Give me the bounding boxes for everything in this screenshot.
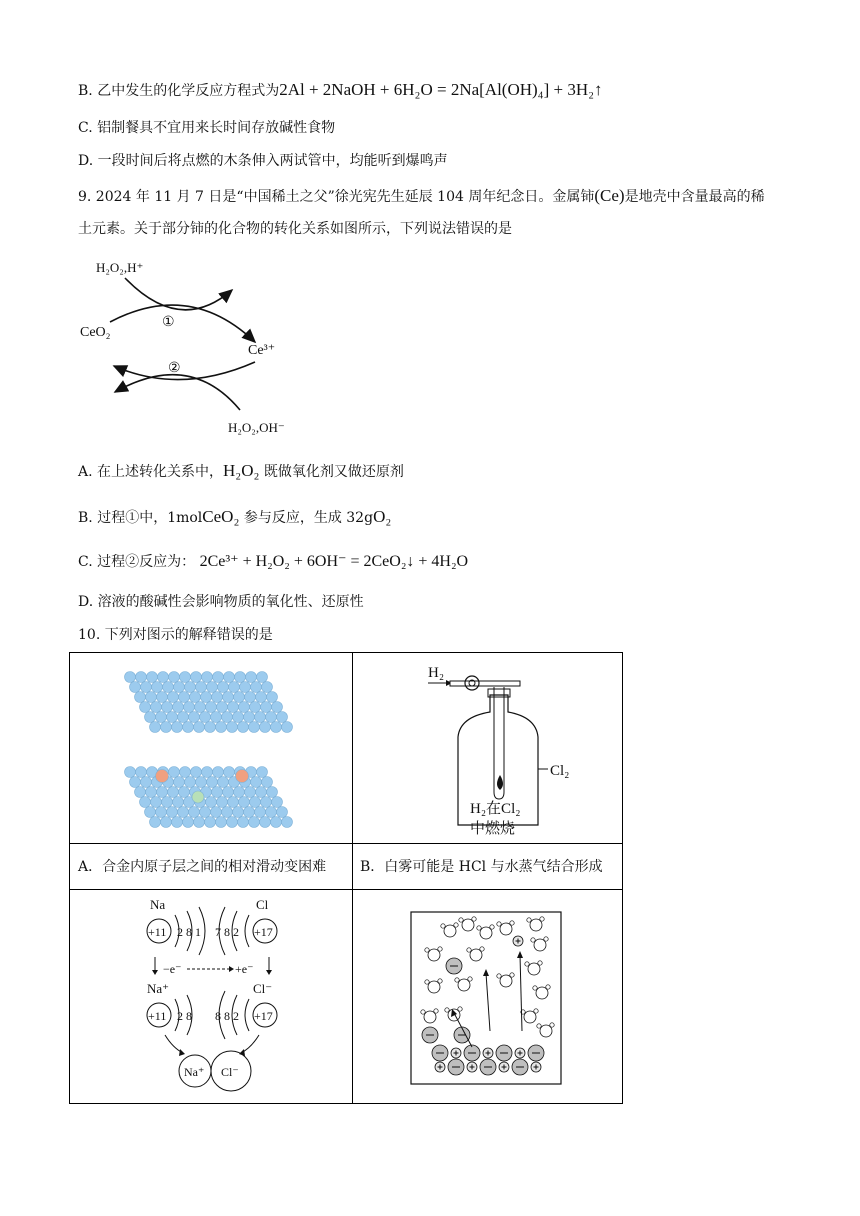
alloy-layer [125, 767, 293, 828]
atom [125, 672, 136, 683]
atom [222, 712, 233, 723]
atom [150, 722, 161, 733]
atom [192, 791, 204, 803]
atom [250, 797, 261, 808]
atom [206, 797, 217, 808]
atom [147, 672, 158, 683]
atom [267, 787, 278, 798]
atom [223, 787, 234, 798]
atom [178, 712, 189, 723]
atom [239, 702, 250, 713]
nacl-lattice [422, 936, 544, 1075]
atom [249, 722, 260, 733]
svg-text:7 8 2: 7 8 2 [215, 925, 239, 939]
atom [218, 682, 229, 693]
atom [141, 777, 152, 788]
atom [158, 672, 169, 683]
atom [262, 777, 273, 788]
atom [216, 817, 227, 828]
atom [130, 777, 141, 788]
na-symbol: Na [150, 897, 166, 912]
atom [202, 767, 213, 778]
atom [223, 692, 234, 703]
step1-label: ① [162, 315, 175, 330]
flame-icon [497, 775, 503, 790]
q8-option-c: C. 铝制餐具不宜用来长时间存放碱性食物 [78, 120, 336, 136]
atom [196, 682, 207, 693]
step2-label: ② [168, 361, 181, 376]
table-divider-2 [70, 889, 622, 890]
atom [207, 682, 218, 693]
q9-option-c-prefix: C. 过程②反应为： [78, 554, 196, 570]
q9-option-a-formula: H₂O₂ [223, 461, 260, 480]
atom [257, 767, 268, 778]
cl2-label: Cl₂ [550, 763, 570, 779]
atom [202, 672, 213, 683]
q8-option-b-prefix: B. 乙中发生的化学反应方程式为 [78, 83, 280, 99]
lose-electron-label: −e⁻ [163, 962, 182, 976]
atom [190, 692, 201, 703]
atom [206, 702, 217, 713]
q9-option-b [78, 507, 391, 528]
atom [173, 702, 184, 713]
atom [141, 682, 152, 693]
atom [238, 817, 249, 828]
q8-option-b [78, 80, 603, 101]
atom [167, 807, 178, 818]
table-divider-vertical [352, 653, 353, 1103]
atom [136, 672, 147, 683]
atom [233, 712, 244, 723]
atom [162, 797, 173, 808]
na-ion-symbol: Na⁺ [147, 981, 170, 996]
atom [228, 702, 239, 713]
atom [239, 797, 250, 808]
atom [140, 797, 151, 808]
nacl-dissolution [410, 911, 562, 1085]
atom [140, 702, 151, 713]
q9-option-a [78, 461, 404, 482]
atom [224, 672, 235, 683]
atom [151, 702, 162, 713]
atom [161, 722, 172, 733]
atom [167, 712, 178, 723]
atom [249, 817, 260, 828]
atom [277, 807, 288, 818]
atom [174, 682, 185, 693]
atom [156, 807, 167, 818]
q10-figure-table [69, 652, 623, 1104]
atom [161, 817, 172, 828]
atom [194, 722, 205, 733]
q9-option-c [78, 552, 468, 572]
cl-ion-product: Cl⁻ [221, 1065, 239, 1079]
atom [205, 817, 216, 828]
atom [262, 682, 273, 693]
h2-label: H₂ [428, 665, 445, 681]
atom [245, 787, 256, 798]
cell-a-caption: A．合金内原子层之间的相对滑动变困难 [78, 859, 327, 875]
atom [146, 787, 157, 798]
atom [277, 712, 288, 723]
atom [168, 787, 179, 798]
atom [229, 682, 240, 693]
atom [260, 817, 271, 828]
atom [180, 672, 191, 683]
q9-stem-line1 [78, 186, 765, 207]
atom [234, 787, 245, 798]
atom [162, 702, 173, 713]
atom [251, 682, 262, 693]
atom [183, 722, 194, 733]
gas-tube [450, 681, 520, 686]
svg-text:+11: +11 [148, 925, 167, 939]
atom [180, 767, 191, 778]
atom [233, 807, 244, 818]
atom [212, 787, 223, 798]
atom [255, 712, 266, 723]
atom [246, 672, 257, 683]
atom [169, 672, 180, 683]
atom [174, 777, 185, 788]
atom [261, 797, 272, 808]
atom [130, 682, 141, 693]
q9-option-b-end: O₂ [373, 507, 392, 526]
atom [261, 702, 272, 713]
atom [205, 722, 216, 733]
apparatus-caption-1: H₂在Cl₂ [470, 801, 521, 817]
atom [267, 692, 278, 703]
atom [156, 770, 169, 783]
atom [156, 712, 167, 723]
nacl-electron-transfer [125, 893, 305, 1098]
atom [212, 692, 223, 703]
na-ion-product: Na⁺ [184, 1065, 205, 1079]
q9-stem-line2: 土元素。关于部分铈的化合物的转化关系如图所示，下列说法错误的是 [78, 221, 512, 237]
atom [179, 692, 190, 703]
atom [184, 702, 195, 713]
atom [172, 722, 183, 733]
atom [183, 817, 194, 828]
atom [195, 702, 206, 713]
svg-text:2 8: 2 8 [177, 1009, 192, 1023]
atom [227, 817, 238, 828]
atom [250, 702, 261, 713]
atom [125, 767, 136, 778]
atom [227, 722, 238, 733]
atom [260, 722, 271, 733]
atom [256, 787, 267, 798]
atom [244, 807, 255, 818]
q9-option-a-prefix: A. 在上述转化关系中， [78, 464, 224, 480]
atom [216, 722, 227, 733]
atom [169, 767, 180, 778]
atom [189, 807, 200, 818]
cl-ion-symbol: Cl⁻ [253, 981, 273, 996]
atom [173, 797, 184, 808]
q9-stem-b: 是地壳中含量最高的稀 [624, 189, 765, 205]
atom [224, 767, 235, 778]
atom [145, 712, 156, 723]
atom [271, 722, 282, 733]
q9-option-c-formula: 2Ce³⁺ + H₂O₂ + 6OH⁻ = 2CeO₂↓ + 4H₂O [199, 553, 469, 570]
atom [135, 787, 146, 798]
atom [282, 722, 293, 733]
ce3-label: Ce³⁺ [248, 343, 276, 358]
atom [257, 672, 268, 683]
atom [150, 817, 161, 828]
atom [201, 692, 212, 703]
svg-text:+11: +11 [148, 1009, 167, 1023]
svg-text:+17: +17 [254, 1009, 273, 1023]
atom [218, 777, 229, 788]
gain-electron-label: +e⁻ [235, 962, 254, 976]
atom [157, 692, 168, 703]
q9-option-b-mid: 参与反应，生成 32g [243, 510, 374, 526]
atom [213, 672, 224, 683]
q9-stem-a: 9. 2024 年 11 月 7 日是“中国稀土之父”徐光宪先生延辰 104 周年纪念日。金属铈 [78, 189, 595, 205]
table-divider-1 [70, 843, 622, 844]
atom [196, 777, 207, 788]
cl-symbol: Cl [256, 897, 269, 912]
atom [211, 807, 222, 818]
q9-option-b-prefix: B. 过程①中，1mol [78, 510, 203, 526]
atom [222, 807, 233, 818]
atom [244, 712, 255, 723]
atom [200, 807, 211, 818]
atom [256, 692, 267, 703]
atom [228, 797, 239, 808]
q8-option-d: D. 一段时间后将点燃的木条伸入两试管中，均能听到爆鸣声 [78, 153, 448, 169]
atom [240, 682, 251, 693]
cell-b-caption: B．白雾可能是 HCl 与水蒸气结合形成 [360, 859, 603, 875]
cerium-cycle-diagram [70, 250, 330, 445]
atom [194, 817, 205, 828]
atom [282, 817, 293, 828]
atom [185, 682, 196, 693]
atom [152, 682, 163, 693]
q9-option-d: D. 溶液的酸碱性会影响物质的氧化性、还原性 [78, 594, 364, 610]
q9-option-b-formula: CeO₂ [202, 507, 240, 526]
atom [271, 817, 282, 828]
atom [251, 777, 262, 788]
q8-option-b-formula: 2Al + 2NaOH + 6H₂O = 2Na[Al(OH)₄] + 3H₂↑ [279, 80, 603, 99]
atom [179, 787, 190, 798]
atom [163, 682, 174, 693]
atom [135, 692, 146, 703]
atom [146, 692, 157, 703]
atom [217, 702, 228, 713]
q10-stem: 10. 下列对图示的解释错误的是 [78, 627, 273, 643]
q9-option-a-suffix: 既做氧化剂又做还原剂 [263, 464, 404, 480]
atom [211, 712, 222, 723]
atom [255, 807, 266, 818]
svg-text:8 8 2: 8 8 2 [215, 1009, 239, 1023]
apparatus-caption-2: 中燃烧 [470, 821, 516, 837]
reagent-top: H₂O₂,H⁺ [96, 260, 144, 275]
atom [191, 767, 202, 778]
atom [172, 817, 183, 828]
ceo2-label: CeO₂ [80, 325, 111, 340]
atom [191, 672, 202, 683]
atom [266, 712, 277, 723]
atom [145, 807, 156, 818]
reagent-bottom: H₂O₂,OH⁻ [228, 420, 285, 435]
atom [185, 777, 196, 788]
svg-text:2 8 1: 2 8 1 [177, 925, 201, 939]
pure-metal-layer [125, 672, 293, 733]
water-molecules [421, 917, 554, 1037]
atom [207, 777, 218, 788]
atom [272, 702, 283, 713]
atom [238, 722, 249, 733]
atom [236, 770, 249, 783]
q9-stem-ce: (Ce) [594, 186, 625, 205]
atom [178, 807, 189, 818]
atom [213, 767, 224, 778]
atom [245, 692, 256, 703]
atom [151, 797, 162, 808]
atom [168, 692, 179, 703]
atom [272, 797, 283, 808]
atom [189, 712, 200, 723]
atom [266, 807, 277, 818]
atom [136, 767, 147, 778]
atom [217, 797, 228, 808]
atom [200, 712, 211, 723]
atom [157, 787, 168, 798]
atom [234, 692, 245, 703]
h2-cl2-apparatus [420, 657, 600, 842]
arrow-step2 [114, 362, 255, 380]
alloy-atom-layers [120, 667, 300, 832]
atom [235, 672, 246, 683]
svg-text:+17: +17 [254, 925, 273, 939]
